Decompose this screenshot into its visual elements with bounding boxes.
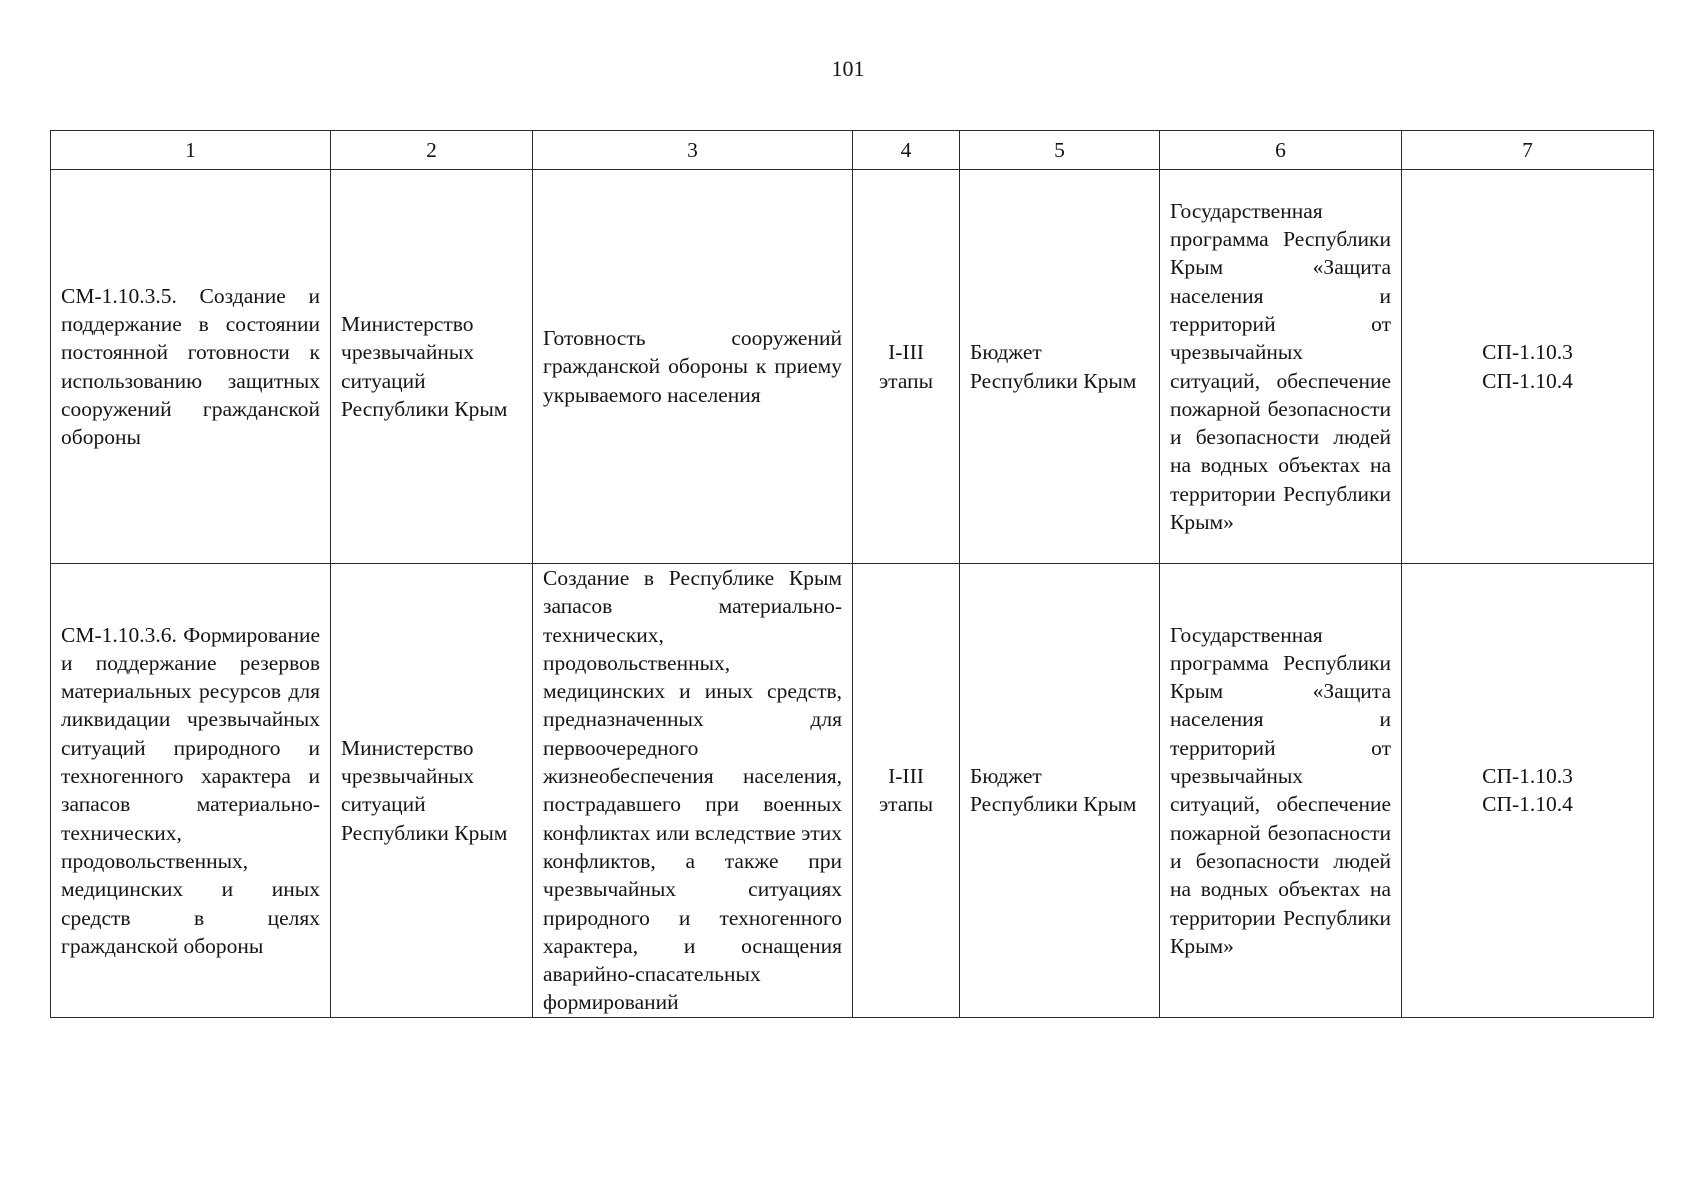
period-cell: I-III этапы: [853, 564, 960, 1018]
column-number-1: 1: [51, 131, 331, 170]
column-number-row: [51, 131, 1654, 170]
program-cell: Государственная программа Республики Крым «Защита населения и территорий от чрезвычайных ситуаций, обеспечение пожарной безопасности и безопасности людей на водных объектах на территории Республики Крым»: [1160, 170, 1402, 564]
page-number: 101: [831, 56, 865, 81]
column-number-4: 4: [853, 131, 960, 170]
links-cell: СП-1.10.3 СП-1.10.4: [1402, 564, 1654, 1018]
measures-table: [50, 130, 1654, 1018]
table-row: [51, 564, 1654, 1018]
column-number-5: 5: [960, 131, 1160, 170]
period-cell: I-III этапы: [853, 170, 960, 564]
links-cell: СП-1.10.3 СП-1.10.4: [1402, 170, 1654, 564]
executor-cell: Министерство чрезвычайных ситуаций Республики Крым: [331, 170, 533, 564]
column-number-2: 2: [331, 131, 533, 170]
program-cell: Государственная программа Республики Крым «Защита населения и территорий от чрезвычайных ситуаций, обеспечение пожарной безопасности и безопасности людей на водных объектах на территории Республики Крым»: [1160, 564, 1402, 1018]
funding-cell: Бюджет Республики Крым: [960, 170, 1160, 564]
measure-cell: СМ-1.10.3.5. Создание и поддержание в состоянии постоянной готовности к использованию защитных сооружений гражданской обороны: [51, 170, 331, 564]
table-row: [51, 170, 1654, 564]
result-cell: Готовность сооружений гражданской обороны к приему укрываемого населения: [533, 170, 853, 564]
column-number-3: 3: [533, 131, 853, 170]
column-number-6: 6: [1160, 131, 1402, 170]
column-number-7: 7: [1402, 131, 1654, 170]
funding-cell: Бюджет Республики Крым: [960, 564, 1160, 1018]
executor-cell: Министерство чрезвычайных ситуаций Республики Крым: [331, 564, 533, 1018]
measure-cell: СМ-1.10.3.6. Формирование и поддержание резервов материальных ресурсов для ликвидации чрезвычайных ситуаций природного и техногенного характера и запасов материально-технических, продовольственных, медицинских и иных средств в целях гражданской обороны: [51, 564, 331, 1018]
result-cell: Создание в Республике Крым запасов материально-технических, продовольственных, медицинских и иных средств, предназначенных для первоочередного жизнеобеспечения населения, пострадавшего при военных конфликтах или вследствие этих конфликтов, а также при чрезвычайных ситуациях природного и техногенного характера, и оснащения аварийно-спасательных формирований: [533, 564, 853, 1018]
